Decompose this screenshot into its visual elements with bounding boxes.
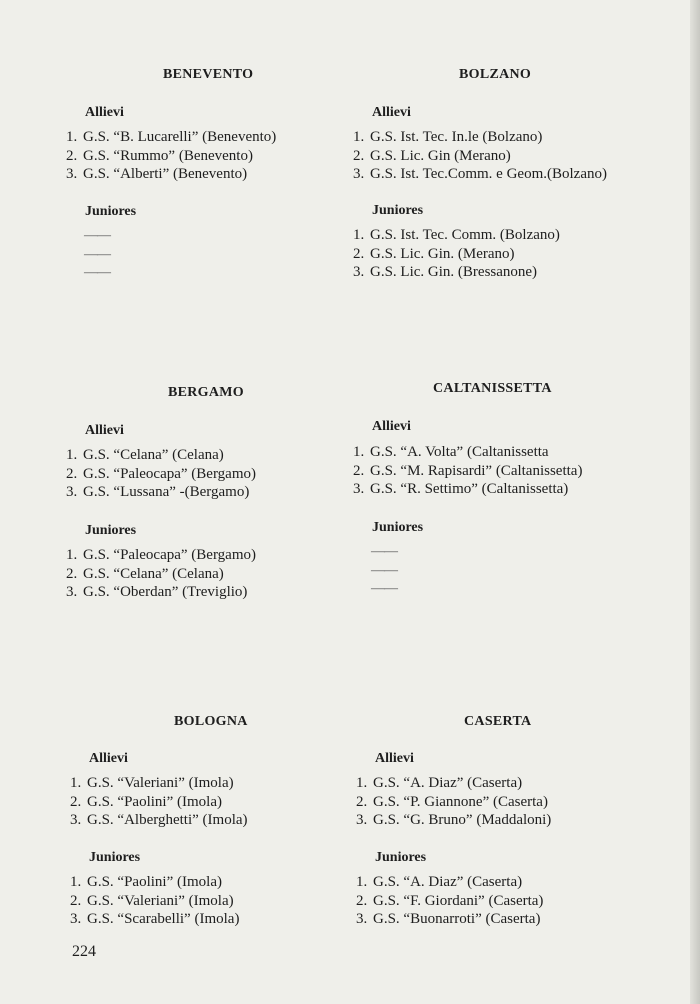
empty-placeholder-line: ——: [371, 544, 397, 559]
ranking-entry: [70, 873, 239, 892]
rank-number: 2.: [66, 147, 78, 164]
team-name: G.S. “Paolini” (Imola): [87, 793, 222, 810]
rank-number: 1.: [66, 129, 78, 145]
ranking-entry: [66, 465, 256, 484]
rank-number: 3.: [356, 911, 368, 927]
ranking-entry: [353, 443, 582, 462]
ranking-entry: [66, 546, 256, 565]
juniores-heading: Juniores: [85, 204, 137, 219]
juniores-heading: Juniores: [89, 850, 141, 865]
juniores-list: [356, 873, 543, 929]
ranking-entry: [66, 165, 276, 184]
section-title-caserta: CASERTA: [464, 714, 532, 729]
team-name: G.S. “Paleocapa” (Bergamo): [83, 547, 256, 563]
ranking-entry: [70, 774, 248, 793]
ranking-entry: [70, 910, 239, 929]
ranking-entry: [356, 910, 543, 929]
ranking-entry: [353, 165, 607, 184]
ranking-entry: [353, 263, 560, 282]
team-name: G.S. “Valeriani” (Imola): [87, 775, 234, 791]
rank-number: 1.: [353, 129, 365, 145]
team-name: G.S. “B. Lucarelli” (Benevento): [83, 129, 277, 145]
team-name: G.S. “Oberdan” (Treviglio): [83, 584, 248, 600]
rank-number: 2.: [356, 793, 368, 810]
allievi-list: [356, 774, 551, 830]
ranking-entry: [356, 892, 543, 911]
ranking-entry: [66, 483, 256, 502]
ranking-entry: [66, 583, 256, 602]
ranking-entry: [66, 565, 256, 584]
team-name: G.S. Lic. Gin (Merano): [370, 147, 511, 164]
allievi-heading: Allievi: [89, 751, 128, 766]
rank-number: 2.: [356, 892, 368, 909]
rank-number: 1.: [356, 775, 368, 791]
rank-number: 3.: [66, 166, 78, 182]
empty-placeholder-line: ——: [371, 581, 397, 596]
ranking-entry: [353, 226, 560, 245]
section-title-bergamo: BERGAMO: [168, 385, 244, 400]
ranking-entry: [66, 128, 276, 147]
section-title-caltanissetta: CALTANISSETTA: [433, 381, 552, 396]
rank-number: 2.: [353, 245, 365, 262]
empty-placeholder-line: ——: [84, 246, 110, 262]
rank-number: 2.: [66, 565, 78, 582]
juniores-heading: Juniores: [372, 520, 424, 535]
team-name: G.S. Ist. Tec.Comm. e Geom.(Bolzano): [370, 166, 607, 182]
rank-number: 2.: [66, 465, 78, 482]
rank-number: 2.: [70, 793, 82, 810]
juniores-heading: Juniores: [85, 523, 137, 538]
rank-number: 3.: [356, 812, 368, 828]
ranking-entry: [356, 793, 551, 812]
team-name: G.S. Lic. Gin. (Merano): [370, 245, 515, 262]
juniores-list: [70, 873, 239, 929]
rank-number: 1.: [353, 227, 365, 243]
section-title-bologna: BOLOGNA: [174, 714, 248, 729]
team-name: G.S. “R. Settimo” (Caltanissetta): [370, 481, 569, 497]
juniores-list: [353, 543, 397, 599]
rank-number: 2.: [70, 892, 82, 909]
empty-placeholder-line: ——: [84, 265, 110, 280]
allievi-list: [66, 128, 276, 184]
ranking-entry: [66, 147, 276, 166]
ranking-entry: [353, 245, 560, 264]
rank-number: 1.: [66, 547, 78, 563]
allievi-heading: Allievi: [372, 419, 411, 434]
juniores-list: [66, 227, 110, 283]
ranking-entry: [353, 462, 582, 481]
ranking-entry: [353, 147, 607, 166]
juniores-list: [353, 226, 560, 282]
rank-number: 1.: [66, 447, 78, 463]
rank-number: 3.: [70, 812, 82, 828]
team-name: G.S. “Rummo” (Benevento): [83, 147, 253, 164]
team-name: G.S. “Paolini” (Imola): [87, 874, 222, 890]
rank-number: 3.: [353, 481, 365, 497]
allievi-heading: Allievi: [375, 751, 414, 766]
team-name: G.S. “Celana” (Celana): [83, 565, 224, 582]
ranking-entry: [353, 128, 607, 147]
ranking-entry: [70, 793, 248, 812]
juniores-heading: Juniores: [372, 203, 424, 218]
team-name: G.S. “A. Volta” (Caltanissetta: [370, 444, 549, 460]
rank-number: 1.: [70, 874, 82, 890]
ranking-entry: [356, 811, 551, 830]
rank-number: 1.: [353, 444, 365, 460]
team-name: G.S. “A. Diaz” (Caserta): [373, 874, 523, 890]
team-name: G.S. “A. Diaz” (Caserta): [373, 775, 523, 791]
ranking-entry: [356, 873, 543, 892]
team-name: G.S. “Alberti” (Benevento): [83, 166, 248, 182]
allievi-list: [66, 446, 256, 502]
team-name: G.S. “F. Giordani” (Caserta): [373, 892, 544, 909]
ranking-entry: [353, 480, 582, 499]
team-name: G.S. “Scarabelli” (Imola): [87, 911, 240, 927]
team-name: G.S. “Celana” (Celana): [83, 447, 224, 463]
allievi-heading: Allievi: [85, 423, 124, 438]
allievi-heading: Allievi: [372, 105, 411, 120]
allievi-heading: Allievi: [85, 105, 124, 120]
empty-placeholder-line: ——: [84, 228, 110, 243]
team-name: G.S. “Alberghetti” (Imola): [87, 812, 248, 828]
team-name: G.S. “P. Giannone” (Caserta): [373, 793, 548, 810]
ranking-entry: [70, 811, 248, 830]
rank-number: 3.: [70, 911, 82, 927]
team-name: G.S. “Valeriani” (Imola): [87, 892, 234, 909]
team-name: G.S. Lic. Gin. (Bressanone): [370, 264, 538, 280]
juniores-heading: Juniores: [375, 850, 427, 865]
rank-number: 2.: [353, 462, 365, 479]
team-name: G.S. Ist. Tec. Comm. (Bolzano): [370, 227, 560, 243]
rank-number: 2.: [353, 147, 365, 164]
team-name: G.S. “M. Rapisardi” (Caltanissetta): [370, 462, 583, 479]
rank-number: 3.: [353, 166, 365, 182]
team-name: G.S. Ist. Tec. In.le (Bolzano): [370, 129, 543, 145]
page-edge-shadow: [690, 0, 700, 1004]
rank-number: 3.: [353, 264, 365, 280]
team-name: G.S. “Lussana” -(Bergamo): [83, 484, 250, 500]
team-name: G.S. “G. Bruno” (Maddaloni): [373, 812, 552, 828]
rank-number: 1.: [70, 775, 82, 791]
ranking-entry: [70, 892, 239, 911]
section-title-benevento: BENEVENTO: [163, 67, 254, 82]
juniores-list: [66, 546, 256, 602]
empty-placeholder-line: ——: [371, 562, 397, 578]
ranking-entry: [356, 774, 551, 793]
ranking-entry: [66, 446, 256, 465]
section-title-bolzano: BOLZANO: [459, 67, 532, 82]
allievi-list: [70, 774, 248, 830]
page-number: 224: [72, 943, 96, 960]
rank-number: 1.: [356, 874, 368, 890]
team-name: G.S. “Buonarroti” (Caserta): [373, 911, 541, 927]
rank-number: 3.: [66, 484, 78, 500]
rank-number: 3.: [66, 584, 78, 600]
allievi-list: [353, 443, 582, 499]
team-name: G.S. “Paleocapa” (Bergamo): [83, 465, 256, 482]
allievi-list: [353, 128, 607, 184]
